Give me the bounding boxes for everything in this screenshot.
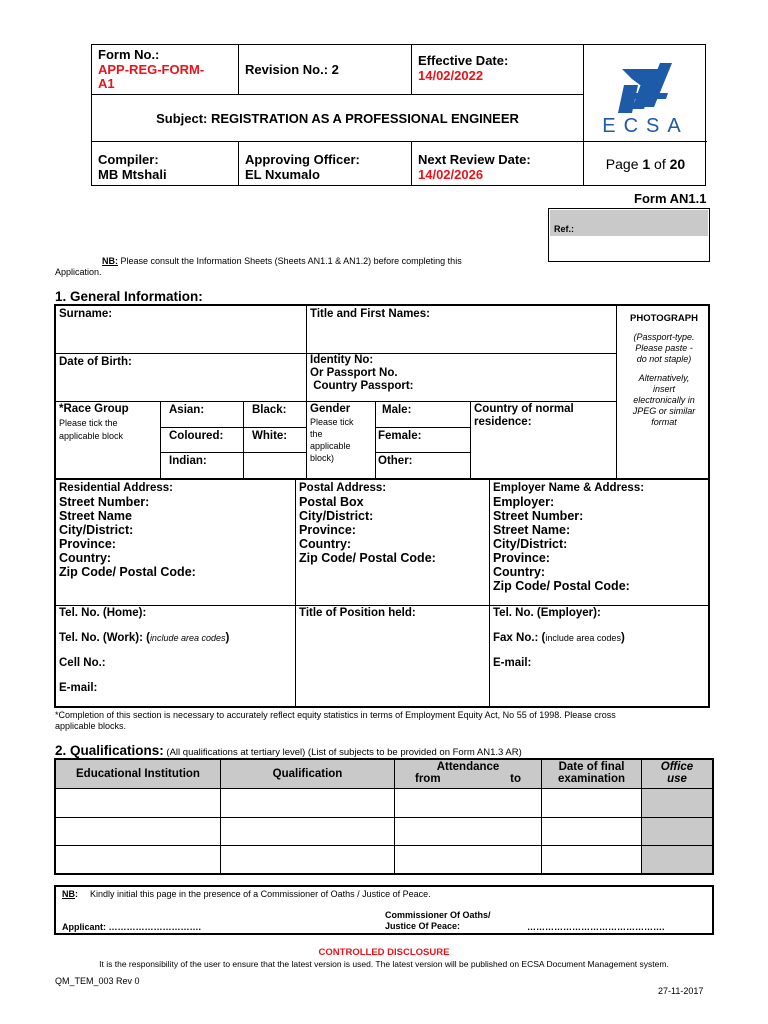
surname-label: Surname: [59,308,113,320]
first-names-field[interactable] [310,320,610,350]
postal-heading: Postal Address: [299,482,387,494]
compiler-label: Compiler: [98,152,159,167]
coloured-label: Coloured: [169,430,224,442]
section2-title: 2. Qualifications: (All qualifications at tertiary level) (List of subjects to be provided on Form AN1.3 AR) [55,743,522,758]
residential-heading: Residential Address: [59,482,173,494]
responsibility-note: It is the responsibility of the user to ensure that the latest version is used. The latest version will be published on ECSA Document Management system. [99,959,669,969]
indian-label: Indian: [169,455,207,467]
race-hint-2: applicable block [59,431,124,441]
document-header-table [91,44,706,186]
review-value: 14/02/2026 [418,167,484,182]
race-group-block [59,403,129,443]
photograph-title: PHOTOGRAPH [630,313,698,324]
page-of: of [650,155,670,172]
ref-label: Ref.: [554,224,574,234]
effective-date-label: Effective Date: [418,53,509,68]
applicant-signature[interactable]: Applicant: …………………………. [62,922,201,932]
identity-label: Identity No: [310,354,374,366]
employer-address-block[interactable]: Employer Name & Address: Employer: Street Number: Street Name: City/District: Province: Country: Zip Code/ Postal Code: [493,482,645,593]
nb-text-1: Please consult the Information Sheets (Sheets AN1.1 & AN1.2) before completing this [118,256,462,266]
page-number-cell [584,142,707,185]
form-no-value-line1: APP-REG-FORM- [98,62,205,77]
female-label: Female: [378,430,422,442]
cell-label: Cell No.: [59,657,106,669]
employer-heading: Employer Name & Address: [493,482,645,494]
page-total: 20 [669,155,686,172]
page-num: 1 [642,155,651,172]
effective-date-value: 14/02/2022 [418,68,484,83]
approving-value: EL Nxumalo [245,167,320,182]
asian-label: Asian: [169,404,205,416]
compiler-cell [92,142,239,185]
race-hint-1: Please tick the [59,418,118,428]
tel-home-label: Tel. No. (Home): [59,607,147,619]
white-label: White: [252,430,288,442]
black-label: Black: [252,404,287,416]
ecsa-logo-text: ECSA [602,115,689,137]
nb-text-2: Application. [55,267,102,277]
form-id: Form AN1.1 [634,191,707,206]
indian-checkbox[interactable] [244,453,306,478]
postal-address-block[interactable]: Postal Address: Postal Box City/District: Province: Country: Zip Code/ Postal Code: [299,482,436,565]
country-residence-label: Country of normal residence: [474,403,574,428]
title-first-names-label: Title and First Names: [310,308,430,320]
photograph-area[interactable] [618,308,710,428]
equity-footnote: *Completion of this section is necessary to accurately reflect equity statistics in terms of Employment Equity Act, No 55 of 1998. Please cross applicable blocks. [55,710,616,731]
tel-work-label: Tel. No. (Work): (include area codes) [59,632,230,644]
qualification-row-1[interactable] [56,789,641,817]
review-label: Next Review Date: [418,152,531,167]
nb-note [55,256,525,278]
nb-label: NB: [102,256,118,266]
template-code: QM_TEM_003 Rev 0 [55,976,140,986]
gender-hint: Please tick the applicable block) [310,417,354,463]
qualification-row-2[interactable] [56,818,641,845]
section1-title: 1. General Information: [55,289,203,304]
col-attendance: Attendance from to [415,761,521,785]
fax-label: Fax No.: (include area codes) [493,632,625,644]
initial-note: NB: Kindly initial this page in the presence of a Commissioner of Oaths / Justice of Peace. [62,889,431,899]
qualifications-table [54,758,714,875]
template-date: 27-11-2017 [658,986,704,996]
surname-field[interactable] [59,320,303,350]
revision-no: Revision No.: 2 [245,62,339,77]
compiler-value: MB Mtshali [98,167,167,182]
revision-cell [239,45,412,95]
controlled-disclosure: CONTROLLED DISCLOSURE [318,947,450,958]
residential-address-block[interactable]: Residential Address: Street Number: Street Name City/District: Province: Country: Zip Code/ Postal Code: [59,482,196,579]
identity-block [310,354,414,393]
subject-text: Subject: REGISTRATION AS A PROFESSIONAL ENGINEER [156,110,519,126]
subject-cell [92,95,584,142]
qualification-row-3[interactable] [56,846,641,873]
form-no-value-line2: A1 [98,76,115,91]
general-info-table [54,304,710,708]
commissioner-signature[interactable]: ………………………………………. [527,922,665,932]
commissioner-label: Commissioner Of Oaths/ Justice Of Peace: [385,910,491,931]
dob-field[interactable] [59,368,303,398]
gender-block [310,403,354,464]
page-prefix: Page [605,155,643,172]
other-label: Other: [378,455,413,467]
approving-label: Approving Officer: [245,152,360,167]
approving-cell [239,142,412,185]
col-institution: Educational Institution [76,768,200,780]
race-group-label: *Race Group [59,403,129,415]
photograph-instructions: (Passport-type. Please paste - do not staple) Alternatively, insert electronically in JPEG or similar format [632,332,696,427]
form-no-label: Form No.: [98,47,160,62]
initial-box [54,885,714,935]
logo-cell [584,45,707,142]
male-label: Male: [382,404,412,416]
passport-label: Or Passport No. [310,367,398,379]
ref-box[interactable] [548,208,710,262]
tel-employer-label: Tel. No. (Employer): [493,607,601,619]
col-office-use: Office use [660,761,694,785]
col-qualification: Qualification [272,768,343,780]
country-passport-label: Country Passport: [310,380,414,392]
dob-label: Date of Birth: [59,356,132,368]
form-no-cell [92,45,239,95]
col-date-final: Date of final examination [557,761,626,785]
position-label: Title of Position held: [299,607,416,619]
email-right-label: E-mail: [493,657,532,669]
review-cell [412,142,584,185]
gender-label: Gender [310,403,351,415]
email-left-label: E-mail: [59,682,98,694]
effective-date-cell [412,45,584,95]
